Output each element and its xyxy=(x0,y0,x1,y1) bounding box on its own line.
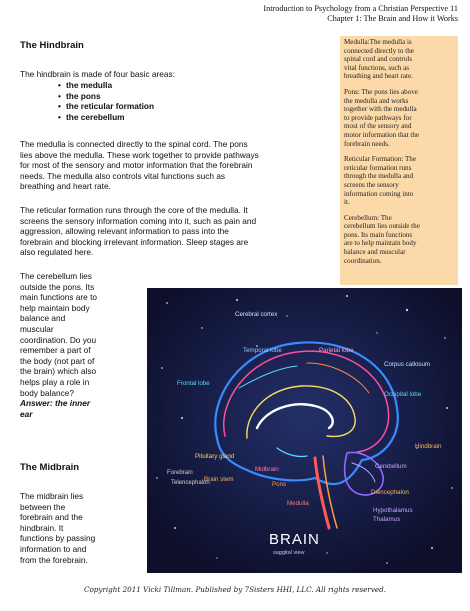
answer-line: ear xyxy=(20,408,33,419)
text-line: functions by passing xyxy=(20,533,96,544)
thalamus-label: Thalamus xyxy=(373,516,401,523)
text-line: Reticular Formation: The xyxy=(344,155,416,164)
text-line: cerebellum lies outside the xyxy=(344,222,420,231)
text-line: between the xyxy=(20,501,66,512)
cerebral-cortex-label: Cerebral cortex xyxy=(235,311,278,318)
hindbrain-label: Hindbrain xyxy=(415,443,442,450)
text-line: coordination. xyxy=(344,256,382,265)
list-item: • the pons xyxy=(58,91,154,102)
answer-line: Answer: the inner xyxy=(20,398,91,409)
text-line: forebrain needs. xyxy=(344,139,390,148)
cerebellum-paragraph xyxy=(20,271,97,419)
text-line: body balance? xyxy=(20,387,74,398)
text-line: the medulla and works xyxy=(344,96,409,105)
brain-subtitle: saggital view xyxy=(273,550,305,556)
text-line: The medulla is connected directly to the spinal cord. The pons xyxy=(20,139,248,149)
telencephalon-label: Telencephalon xyxy=(171,480,210,486)
text-line: vital functions, such as xyxy=(344,63,410,72)
list-item: • the medulla xyxy=(58,80,154,91)
list-item: • the cerebellum xyxy=(58,112,154,123)
text-line: most of the sensory and xyxy=(344,122,412,131)
medulla-pons-paragraph xyxy=(20,139,259,192)
midbrain-paragraph xyxy=(20,491,95,565)
text-line: main functions are to xyxy=(20,292,98,303)
copyright-footer: Copyright 2011 Vicki Tillman. Published by 7Sisters HHI, LLC. All rights reserved. xyxy=(83,585,387,594)
cerebellum-definition xyxy=(344,214,454,266)
brain-diagram xyxy=(147,288,462,573)
diencephalon-label: Diencephalon xyxy=(371,489,409,496)
medulla-label: Medulla xyxy=(287,500,309,507)
text-line: outside the pons. Its xyxy=(20,281,95,292)
text-line: Medulla:The medulla is xyxy=(344,38,412,46)
text-line: forebrain and blocking irrelevant information. Sleep stages are xyxy=(20,236,249,247)
text-line: lies above the medulla. These work together to provide pathways xyxy=(20,149,259,160)
text-line: through the medulla and xyxy=(344,172,414,181)
list-item: • the reticular formation xyxy=(58,101,154,112)
running-header xyxy=(263,4,458,24)
pons-definition xyxy=(344,88,454,148)
text-line: balance and muscular xyxy=(344,248,406,257)
text-line: coordination. Do you xyxy=(20,334,97,345)
text-line: balance and xyxy=(20,313,66,324)
text-line: The midbrain lies xyxy=(20,491,84,501)
medulla-definition xyxy=(344,38,454,81)
text-line: screens the sensory information coming into it, such as pain and xyxy=(20,215,257,226)
text-line: remember a part of xyxy=(20,345,91,356)
header-chapter-title: Chapter 1: The Brain and How it Works xyxy=(327,14,458,23)
text-line: the brain) which also xyxy=(20,366,97,377)
text-line: for most of the sensory and motor information that the forebrain xyxy=(20,160,253,171)
text-line: screens the sensory xyxy=(344,180,399,189)
pons-label: Pons xyxy=(272,481,287,488)
brain-stem-label: Brain stem xyxy=(204,476,234,483)
text-line: The reticular formation runs through the core of the medulla. It xyxy=(20,205,248,215)
text-line: to provide pathways for xyxy=(344,113,412,122)
reticular-formation-definition xyxy=(344,155,454,207)
temporal-lobe-label: Temporal lobe xyxy=(243,347,282,354)
corpus-callosum-label: Corpus callosum xyxy=(384,361,431,368)
hindbrain-intro: The hindbrain is made of four basic areas: xyxy=(20,69,175,79)
text-line: are to help maintain body xyxy=(344,239,417,248)
midbrain-label: Midbrain xyxy=(255,466,279,473)
text-line: motor information that the xyxy=(344,130,420,139)
text-line: from the forebrain. xyxy=(20,554,88,565)
parietal-lobe-label: Parietal lobe xyxy=(319,347,354,354)
text-line: helps play a role in xyxy=(20,376,90,387)
text-line: together with the medulla xyxy=(344,105,417,114)
text-line: also regulated here. xyxy=(20,247,94,258)
text-line: Cerebellum: The xyxy=(344,213,392,222)
definitions-sidebar xyxy=(340,36,458,285)
header-book-title: Introduction to Psychology from a Christian Perspective 11 xyxy=(263,4,458,13)
brain-diagram-forebrain-label: Forebrain xyxy=(167,470,193,476)
frontal-lobe-label: Frontal lobe xyxy=(177,380,210,387)
text-line: spinal cord and controls xyxy=(344,55,412,64)
text-line: the body (not part of xyxy=(20,355,95,366)
text-line: forebrain and the xyxy=(20,512,83,523)
text-line: Pons: The pons lies above xyxy=(344,87,418,96)
reticular-formation-paragraph xyxy=(20,205,256,258)
cerebellum-label: Cerebellum xyxy=(375,463,407,470)
pituitary-gland-label: Pituitary gland xyxy=(195,453,235,460)
text-line: needs. The medulla also controls vital functions such as xyxy=(20,170,226,181)
text-line: connected directly to the xyxy=(344,46,414,55)
text-line: information coming into xyxy=(344,189,414,198)
text-line: muscular xyxy=(20,323,54,334)
text-line: breathing and heart rate. xyxy=(20,181,111,192)
hindbrain-heading: The Hindbrain xyxy=(20,40,84,51)
text-line: hindbrain. It xyxy=(20,522,64,533)
hypothalamus-label: Hypothalamus xyxy=(373,507,413,514)
text-line: it. xyxy=(344,198,350,207)
text-line: breathing and heart rate. xyxy=(344,72,413,81)
brain-title: BRAIN xyxy=(269,531,320,548)
text-line: help maintain body xyxy=(20,302,90,313)
occipital-lobe-label: Occipital lobe xyxy=(384,391,422,398)
text-line: The cerebellum lies xyxy=(20,271,92,281)
text-line: information to and xyxy=(20,543,87,554)
text-line: aggression, allowing relevant information to pass into the xyxy=(20,226,229,237)
text-line: reticular formation runs xyxy=(344,163,412,172)
midbrain-heading: The Midbrain xyxy=(20,462,80,473)
brain-illustration xyxy=(147,288,462,573)
hindbrain-areas-list xyxy=(58,80,154,122)
text-line: pons. Its main functions xyxy=(344,230,413,239)
